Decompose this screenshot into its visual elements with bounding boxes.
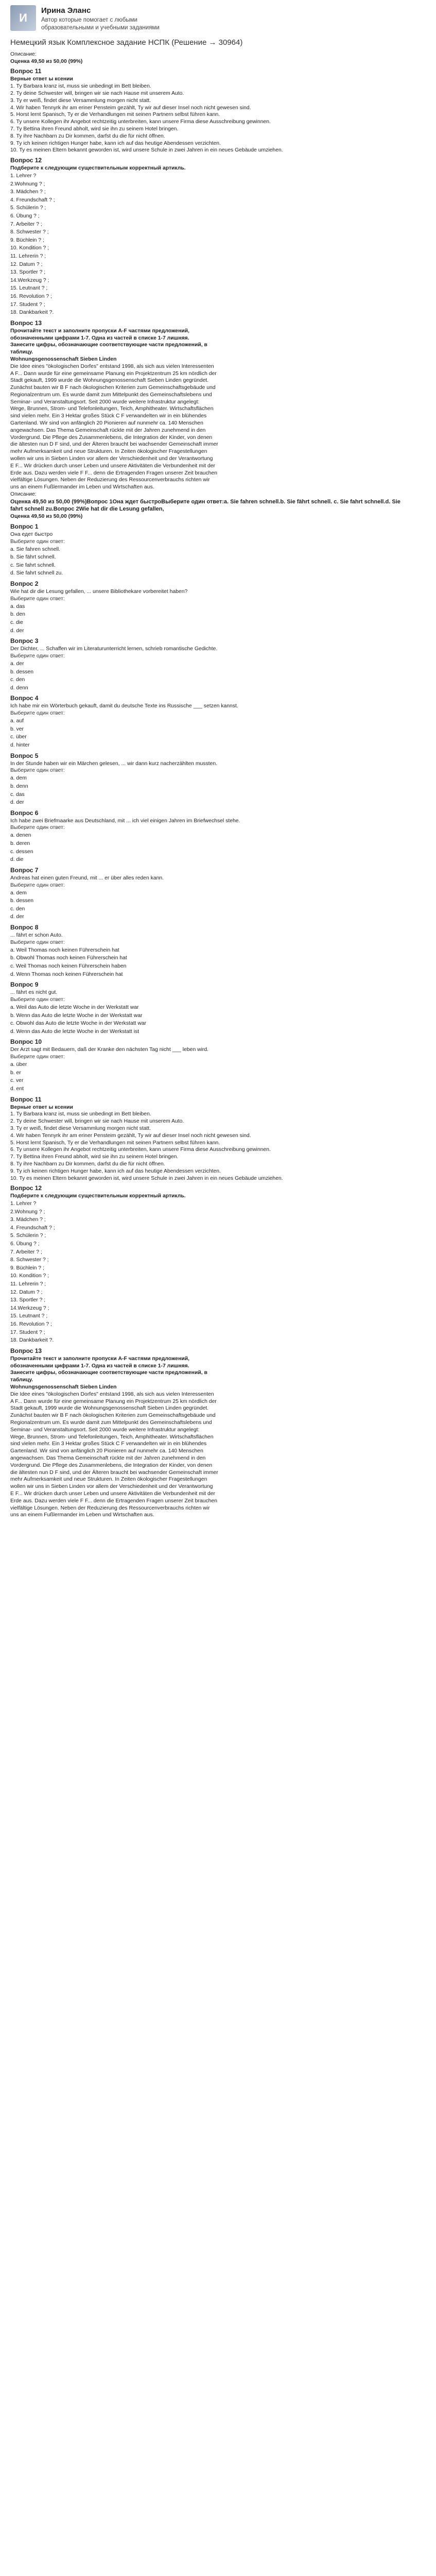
answer-option[interactable]: d. der	[10, 800, 24, 806]
question-title: Вопрос 7	[10, 866, 39, 874]
q12-item: 15. Leutnant ? ;	[10, 285, 48, 292]
answer-option[interactable]: a. Weil Thomas noch keinen Führerschein hat	[10, 947, 119, 953]
answer-option[interactable]: b. Wenn das Auto die letzte Woche in der Werkstatt war	[10, 1012, 143, 1019]
answer-option[interactable]: a. über	[10, 1062, 27, 1068]
q13-task-line: Прочитайте текст и заполните пропуски A-F частями предложений,	[10, 328, 190, 334]
q12-item: 8. Schwester ? ;	[10, 229, 49, 235]
question-list	[10, 522, 405, 1093]
question-1	[10, 522, 405, 578]
q13-text-line: angewachsen. Das Thema Gemeinschaft rückte mit der Jahren zunehmend in den	[10, 1455, 206, 1461]
q11-statement: 1. Ту Barbara kranz ist, muss sie unbedingt im Bett bleiben.	[10, 1111, 151, 1117]
question-text: Der Arzt sagt mit Bedauern, daß der Kranke den nächsten Tag nicht ___ leben wird.	[10, 1047, 209, 1053]
q13-text-line: E F... Wir drücken durch unser Leben und unsere Aktivitäten die Verbundenheit mit der	[10, 1490, 215, 1497]
q12-item: 2.Wohnung ? ;	[10, 181, 45, 187]
q11-statements-repeat	[10, 1111, 405, 1182]
question-text: Wie hat dir die Lesung gefallen, ... unsere Bibliothekare vorbereitet haben?	[10, 589, 188, 595]
q13-text-line: sind vielen mehr. Ein 3 Hektar großes Stück C F verwandelten wir in ein blühendes	[10, 413, 207, 419]
answer-option[interactable]: d. denn	[10, 685, 28, 691]
q13-text-line: vielfältige Lösungen. Neben der Reduzierung des Ressourcenverbrauchs richten wir	[10, 477, 210, 483]
q13-text-line: wollen wir uns in Sieben Linden vor allem der Verschiedenheit und der Verantwortung	[10, 456, 213, 462]
answer-option[interactable]: c. Obwohl das Auto die letzte Woche in der Werkstatt war	[10, 1021, 147, 1027]
answer-option[interactable]: b. Sie fährt schnell.	[10, 554, 56, 561]
choose-hint: Выберите один ответ:	[10, 939, 65, 945]
answer-option[interactable]: d. Wenn das Auto die letzte Woche in der Werkstatt ist	[10, 1028, 139, 1035]
q13-text-line: A F... Dann wurde für eine gemeinsame Planung ein Projektzentrum 25 km nördlich der	[10, 1398, 217, 1404]
q12-item: 12. Datum ? ;	[10, 1289, 43, 1295]
q13-text-line: Wege, Brunnen, Strom- und Telefonleitungen, Teich, Amphitheater. Wirtschaftsflächen	[10, 406, 214, 412]
answer-option[interactable]: c. Weil Thomas noch keinen Führerschein haben	[10, 963, 127, 970]
q11-statements	[10, 83, 405, 154]
q11-statement: 5. Horst lernt Spanisch, Ту er die Verhandlungen mit seinen Partnern selbst führen kann.	[10, 112, 220, 118]
q13-text-line: mehr Aufmerksamkeit und neue Strukturen. In Zeiten ökologischer Fragestellungen	[10, 449, 207, 455]
q11-statement: 9. Ту ich keinen richtigen Hunger habe, kann ich auf das heutige Abendessen verzichten.	[10, 140, 221, 146]
q13-task-line: обозначенными цифрами 1-7. Одна из частей в списке 1-7 лишняя.	[10, 335, 189, 341]
answer-option[interactable]: b. denn	[10, 783, 28, 789]
q12-item: 16. Revolution ? ;	[10, 293, 52, 299]
q13-text-line: die ältesten nun D F sind, und der Älteren braucht bei wachsender Gemeinschaft immer	[10, 1469, 218, 1476]
answer-option[interactable]: a. Sie fahren schnell.	[10, 546, 61, 552]
q12-item: 9. Büchlein ? ;	[10, 1265, 44, 1271]
q11-statement: 10. Ту es meinen Eltern bekannt geworden ist, wird unsere Schule in zwei Jahren in ein neues Gebäude umziehen.	[10, 147, 283, 154]
q11-statement: 9. Ту ich keinen richtigen Hunger habe, kann ich auf das heutige Abendessen verzichten.	[10, 1168, 221, 1174]
q13-text-line: Seminar- und Veranstaltungsort. Seit 2000 wurde weitere Infrastruktur angelegt:	[10, 1427, 200, 1433]
question-text: In der Stunde haben wir ein Märchen gelesen, ... wir dann kurz nacherzählten mussten.	[10, 760, 217, 767]
document-title: Немецкий язык Комплексное задание НСПК (Решение → 30964)	[10, 38, 243, 47]
q11-statement: 6. Ту unsere Kollegen ihr Angebot rechtzeitig unterbreiten, kann unsere Firma diese Ausschreibung gewinnen.	[10, 1147, 271, 1153]
answer-score-line-2: Оценка 49,50 из 50,00 (99%)	[10, 514, 83, 520]
answer-option[interactable]: c. ver	[10, 1078, 24, 1084]
q12-item: 11. Lehrerin ? ;	[10, 253, 46, 259]
answer-option[interactable]: a. das	[10, 603, 25, 609]
answer-option[interactable]: a. Weil das Auto die letzte Woche in der Werkstatt war	[10, 1005, 139, 1010]
author-card	[10, 5, 405, 32]
q12-item: 10. Kondition ? ;	[10, 245, 49, 251]
q11-statement: 6. Ту unsere Kollegen ihr Angebot rechtzeitig unterbreiten, kann unsere Firma diese Ausschreibung gewinnen.	[10, 119, 271, 125]
answer-option[interactable]: b. Obwohl Thomas noch keinen Führerschein hat	[10, 955, 127, 961]
q11-statement: 2. Ту deine Schwester will, bringen wir sie nach Hause mit unserem Auto.	[10, 1118, 184, 1125]
answer-option[interactable]: c. über	[10, 734, 27, 740]
answer-option[interactable]: b. dessen	[10, 669, 34, 675]
question-4	[10, 694, 405, 749]
q12-item: 17. Student ? ;	[10, 1329, 45, 1335]
answer-option[interactable]: c. den	[10, 677, 25, 683]
q13-text-line: Erde aus. Dazu werden viele F F... denn die Ertragenden Fragen unserer Zeit brauchen	[10, 470, 217, 476]
q13-text-line: Regionalzentrum um. Es wurde damit zum Mittelpunkt des Gemeinschaftslebens und	[10, 392, 212, 398]
answer-option[interactable]: d. hinter	[10, 742, 30, 748]
q11-title: Вопрос 11	[10, 67, 42, 75]
question-5	[10, 752, 405, 807]
q12-item: 14.Werkzeug ? ;	[10, 1305, 49, 1311]
q13-text-line: Vordergrund. Die Pflege des Zusammenlebens, die Integration der Kinder, von denen	[10, 434, 213, 440]
q13-task-line: обозначенными цифрами 1-7. Одна из частей в списке 1-7 лишняя.	[10, 1363, 189, 1369]
q13-title-repeat: Вопрос 13	[10, 1347, 42, 1354]
q13-text-line: Die Idee eines "ökologischen Dorfes" entstand 1998, als sich aus vielen Interessenten	[10, 363, 214, 369]
answer-option[interactable]: b. ver	[10, 726, 24, 732]
answer-option[interactable]: d. der	[10, 914, 24, 920]
q11-subtitle-repeat: Верные ответ ы ксении	[10, 1104, 73, 1110]
answer-option[interactable]: c. den	[10, 906, 25, 912]
q13-task-line: Занесите цифры, обозначающие соответствующие части предложений, в	[10, 342, 207, 348]
q13-task-line: таблицу.	[10, 349, 33, 355]
q13-text-line: wollen wir uns in Sieben Linden vor allem der Verschiedenheit und der Verantwortung	[10, 1484, 213, 1490]
answer-option[interactable]: b. deren	[10, 841, 30, 847]
choose-hint: Выберите один ответ:	[10, 768, 65, 774]
q13-text-line: Wege, Brunnen, Strom- und Telefonleitungen, Teich, Amphitheater. Wirtschaftsflächen	[10, 1434, 214, 1440]
q12-item: 1. Lehrer ?	[10, 1201, 37, 1207]
q12-item: 3. Mädchen ? ;	[10, 1217, 46, 1223]
q12-item: 3. Mädchen ? ;	[10, 189, 46, 195]
q12-item: 5. Schülerin ? ;	[10, 1233, 46, 1239]
q13-text-repeat	[10, 1391, 405, 1519]
question-7	[10, 866, 405, 921]
q11-statement: 8. Ту ihre Nachbarn zu Dir kommen, darfst du die für nicht öffnen.	[10, 133, 165, 139]
answer-score-line: Оценка 49,50 из 50,00 (99%)Вопрос 1Она ждет быстроВыберите один ответ:a. Sie fahren schnell.b. Sie fährt schnell. c. Sie fahrt schnell.d. Sie fahrt schnell zu.Вопрос 2Wie hat dir die Lesung gefallen,	[10, 498, 400, 513]
author-name[interactable]: Ирина Эланс	[41, 6, 91, 15]
choose-hint: Выберите один ответ:	[10, 997, 65, 1003]
q12-item: 10. Kondition ? ;	[10, 1273, 49, 1279]
choose-hint: Выберите один ответ:	[10, 653, 65, 659]
q11-statement: 10. Ту es meinen Eltern bekannt geworden ist, wird unsere Schule in zwei Jahren in ein neues Gebäude umziehen.	[10, 1175, 283, 1181]
q13-text-line: vielfältige Lösungen. Neben der Reduzierung des Ressourcenverbrauchs richten wir	[10, 1505, 210, 1511]
q11-statement: 2. Ту deine Schwester will, bringen wir sie nach Hause mit unserem Auto.	[10, 91, 184, 97]
q13-title: Вопрос 13	[10, 319, 42, 327]
description-label: Описание:	[10, 51, 37, 57]
author-avatar[interactable]: И	[10, 5, 36, 31]
answer-option[interactable]: a. der	[10, 660, 24, 667]
q11-title-repeat: Вопрос 11	[10, 1095, 42, 1103]
question-10	[10, 1038, 405, 1093]
q12-item: 8. Schwester ? ;	[10, 1257, 49, 1263]
question-2	[10, 580, 405, 635]
author-description: Автор которые помогает с любыми образовательными и учебными заданиями	[41, 17, 160, 31]
answer-option[interactable]: d. Sie fahrt schnell zu.	[10, 570, 63, 577]
q13-text-line: Stadt gekauft, 1999 wurde die Wohnungsgenossenschaft Sieben Linden gegründet.	[10, 378, 209, 384]
answer-option[interactable]: d. Wenn Thomas noch keinen Führerschein hat	[10, 971, 123, 977]
q13-text-title: Wohnungsgenossenschaft Sieben Linden	[10, 356, 117, 362]
q13-task-line: Занесите цифры, обозначающие соответствующие части предложений, в	[10, 1370, 207, 1376]
question-title: Вопрос 4	[10, 694, 39, 702]
question-title: Вопрос 6	[10, 809, 39, 817]
answer-option[interactable]: c. dessen	[10, 849, 33, 855]
choose-hint: Выберите один ответ:	[10, 710, 65, 717]
q13-text-line: die ältesten nun D F sind, und der Älteren braucht bei wachsender Gemeinschaft immer	[10, 442, 218, 448]
q13-text-line: Die Idee eines "ökologischen Dorfes" entstand 1998, als sich aus vielen Interessenten	[10, 1391, 214, 1397]
question-text: ... fährt es nicht gut.	[10, 990, 58, 996]
answer-option[interactable]: d. der	[10, 628, 24, 634]
q12-item: 15. Leutnant ? ;	[10, 1313, 48, 1319]
q12-item: 6. Übung ? ;	[10, 213, 40, 219]
q12-item: 17. Student ? ;	[10, 301, 45, 308]
question-8	[10, 923, 405, 978]
q12-item: 18. Dankbarkeit ?.	[10, 1337, 54, 1344]
q13-text-line: mehr Aufmerksamkeit und neue Strukturen. In Zeiten ökologischer Fragestellungen	[10, 1477, 207, 1483]
q12-item: 4. Freundschaft ? ;	[10, 197, 55, 203]
q13-text-line: E F... Wir drücken durch unser Leben und unsere Aktivitäten die Verbundenheit mit der	[10, 463, 215, 469]
q12-item: 1. Lehrer ?	[10, 173, 37, 179]
q12-item: 9. Büchlein ? ;	[10, 237, 44, 243]
question-6	[10, 809, 405, 864]
answer-option[interactable]: a. dem	[10, 775, 27, 782]
q13-text-line: uns an einem Fußlermander im Leben und Wirtschaften aus.	[10, 1512, 154, 1518]
q13-text	[10, 363, 405, 491]
question-text: Der Dichter, ... Schaffen wir im Literaturunterricht lernen, schrieb romantische Gedichte.	[10, 646, 218, 652]
q12-instruction: Подберите к следующим существительным корректный артикль.	[10, 165, 186, 172]
choose-hint: Выберите один ответ:	[10, 1054, 65, 1060]
answer-option[interactable]: b. den	[10, 612, 25, 618]
q13-text-line: Seminar- und Veranstaltungsort. Seit 2000 wurde weitere Infrastruktur angelegt:	[10, 399, 200, 405]
q13-text-line: Zunächst bauten wir B F nach ökologischen Kriterien zum Gemeinschaftsgebäude und	[10, 385, 216, 391]
q11-statement: 7. Ту Bettina ihren Freund abholt, wird sie ihn zu seinem Hotel bringen.	[10, 126, 179, 132]
q12-item: 12. Datum ? ;	[10, 261, 43, 267]
q12-title: Вопрос 12	[10, 157, 42, 164]
q13-text-line: Gartenland. Wir sind von anfänglich 20 Pionieren auf nunmehr ca. 140 Menschen	[10, 420, 203, 427]
q13-text-line: Stadt gekauft, 1999 wurde die Wohnungsgenossenschaft Sieben Linden gegründet.	[10, 1405, 209, 1412]
choose-hint: Выберите один ответ:	[10, 825, 65, 831]
q11-statement: 7. Ту Bettina ihren Freund abholt, wird sie ihn zu seinem Hotel bringen.	[10, 1154, 179, 1160]
question-text: Ich habe mir ein Wörterbuch gekauft, damit du deutsche Texte ins Russische ___ setzen kannst.	[10, 703, 238, 709]
q13-text-line: A F... Dann wurde für eine gemeinsame Planung ein Projektzentrum 25 km nördlich der	[10, 370, 217, 377]
q13-text-line: uns an einem Fußlermander im Leben und Wirtschaften aus.	[10, 484, 154, 490]
question-title: Вопрос 8	[10, 924, 39, 931]
q11-statement: 3. Ту er weiß, findet diese Versammlung morgen nicht statt.	[10, 97, 151, 104]
q11-statement: 4. Wir haben Tennyrk ihr am eriner Pensteim gezählt, Ту wir auf dieser Insel noch nicht gewesen sind.	[10, 105, 251, 111]
q13-text-title: Wohnungsgenossenschaft Sieben Linden	[10, 1384, 117, 1390]
question-title: Вопрос 1	[10, 522, 39, 530]
q12-item: 7. Arbeiter ? ;	[10, 1249, 42, 1255]
answer-option[interactable]: a. dem	[10, 890, 27, 896]
choose-hint: Выберите один ответ:	[10, 538, 65, 545]
q11-statement: 8. Ту ihre Nachbarn zu Dir kommen, darfst du die für nicht öffnen.	[10, 1161, 165, 1167]
question-9	[10, 980, 405, 1036]
q13-text-line: angewachsen. Das Thema Gemeinschaft rückte mit der Jahren zunehmend in den	[10, 427, 206, 433]
q12-item: 7. Arbeiter ? ;	[10, 221, 42, 227]
q11-statement: 4. Wir haben Tennyrk ihr am eriner Pensteim gezählt, Ту wir auf dieser Insel noch nicht gewesen sind.	[10, 1132, 251, 1139]
q12-items	[10, 172, 405, 317]
q11-statement: 1. Ту Barbara kranz ist, muss sie unbedingt im Bett bleiben.	[10, 83, 151, 90]
q12-item: 6. Übung ? ;	[10, 1241, 40, 1247]
question-text: Andreas hat einen guten Freund, mit ... er über alles reden kann.	[10, 875, 164, 881]
answer-option[interactable]: b. dessen	[10, 898, 34, 904]
question-3	[10, 637, 405, 692]
q12-instruction-repeat: Подберите к следующим существительным корректный артикль.	[10, 1193, 186, 1199]
q12-title-repeat: Вопрос 12	[10, 1184, 42, 1192]
question-title: Вопрос 10	[10, 1038, 42, 1046]
answer-description-label: Описание:	[10, 492, 37, 498]
q12-item: 11. Lehrerin ? ;	[10, 1281, 46, 1287]
answer-option[interactable]: c. die	[10, 619, 23, 625]
question-title: Вопрос 2	[10, 580, 39, 587]
answer-option[interactable]: a. denen	[10, 833, 31, 839]
choose-hint: Выберите один ответ:	[10, 882, 65, 888]
q12-item: 18. Dankbarkeit ?.	[10, 310, 54, 316]
q12-items-repeat	[10, 1200, 405, 1345]
q13-text-line: Erde aus. Dazu werden viele F F... denn die Ertragenden Fragen unserer Zeit brauchen	[10, 1498, 217, 1504]
answer-option[interactable]: c. Sie fahrt schnell.	[10, 562, 56, 568]
q12-item: 16. Revolution ? ;	[10, 1321, 52, 1328]
q12-item: 5. Schülerin ? ;	[10, 205, 46, 211]
answer-option[interactable]: a. auf	[10, 718, 24, 724]
q13-text-line: Vordergrund. Die Pflege des Zusammenlebens, die Integration der Kinder, von denen	[10, 1462, 213, 1468]
q12-item: 13. Sportler ? ;	[10, 269, 46, 276]
q13-text-line: Regionalzentrum um. Es wurde damit zum Mittelpunkt des Gemeinschaftslebens und	[10, 1419, 212, 1426]
choose-hint: Выберите один ответ:	[10, 596, 65, 602]
answer-option[interactable]: b. er	[10, 1070, 21, 1076]
question-title: Вопрос 9	[10, 981, 39, 989]
answer-option[interactable]: d. ent	[10, 1086, 24, 1092]
answer-option[interactable]: c. das	[10, 791, 25, 798]
q13-task-line: Прочитайте текст и заполните пропуски A-F частями предложений,	[10, 1355, 190, 1362]
q13-task-line: таблицу.	[10, 1377, 33, 1383]
question-text: Ich habe zwei Briefmaarke aus Deutschland, mit ... ich viel einigen Jahren im Briefwechsel stehe.	[10, 818, 240, 824]
q12-item: 4. Freundschaft ? ;	[10, 1225, 55, 1231]
question-title: Вопрос 3	[10, 637, 39, 645]
q12-item: 13. Sportler ? ;	[10, 1297, 46, 1303]
q11-subtitle: Верные ответ ы ксении	[10, 76, 73, 82]
question-text: ... fährt er schon Auto.	[10, 933, 63, 939]
question-text: Она едет быстро	[10, 531, 53, 537]
score-line: Оценка 49,50 из 50,00 (99%)	[10, 58, 83, 64]
q11-statement: 3. Ту er weiß, findet diese Versammlung morgen nicht statt.	[10, 1125, 151, 1131]
answer-option[interactable]: d. die	[10, 857, 24, 863]
question-title: Вопрос 5	[10, 752, 39, 759]
q12-item: 2.Wohnung ? ;	[10, 1209, 45, 1215]
q13-text-line: sind vielen mehr. Ein 3 Hektar großes Stück C F verwandelten wir in ein blühendes	[10, 1441, 207, 1447]
q13-text-line: Zunächst bauten wir B F nach ökologischen Kriterien zum Gemeinschaftsgebäude und	[10, 1413, 216, 1419]
q11-statement: 5. Horst lernt Spanisch, Ту er die Verhandlungen mit seinen Partnern selbst führen kann.	[10, 1140, 220, 1146]
q13-text-line: Gartenland. Wir sind von anfänglich 20 Pionieren auf nunmehr ca. 140 Menschen	[10, 1448, 203, 1454]
q12-item: 14.Werkzeug ? ;	[10, 277, 49, 283]
